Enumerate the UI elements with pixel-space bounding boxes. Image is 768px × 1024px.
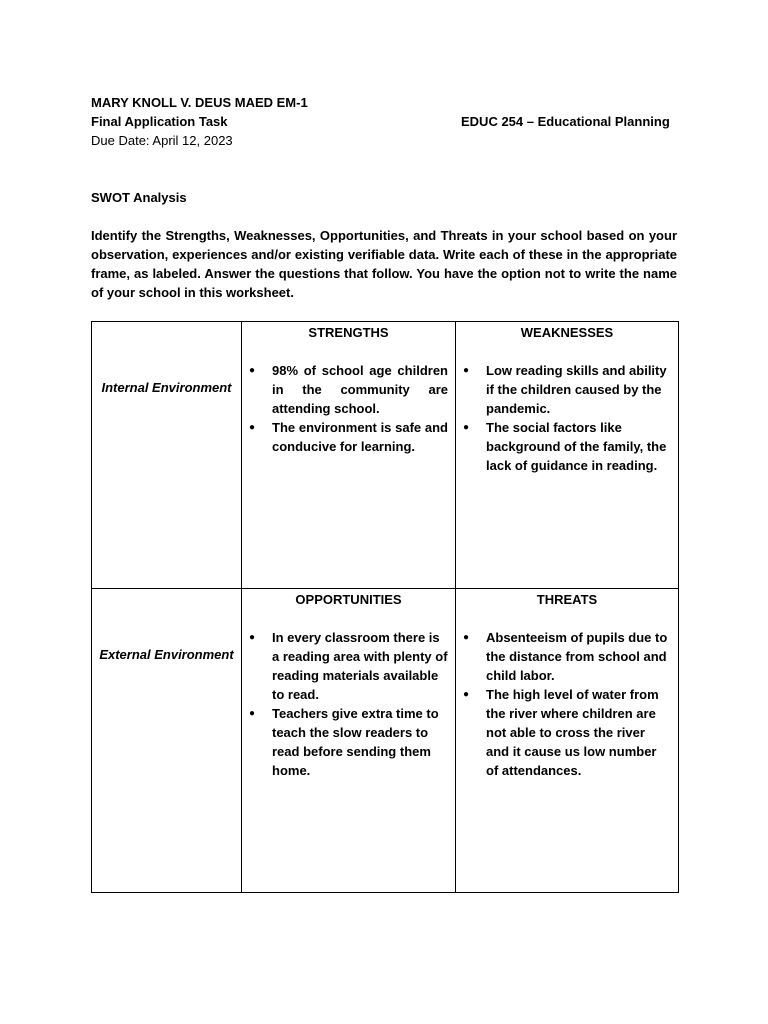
author-name: MARY KNOLL V. DEUS MAED EM-1	[91, 95, 308, 110]
bullet-icon: ●	[249, 708, 256, 719]
internal-environment-label: Internal Environment	[101, 380, 232, 395]
threats-heading: THREATS	[536, 592, 598, 607]
external-row	[92, 589, 679, 893]
threats-cell	[456, 589, 679, 893]
bullet-icon: ●	[249, 422, 256, 433]
bullet-icon: ●	[463, 422, 470, 433]
list-item: ● Absenteeism of pupils due to the distance from school and child labor.	[463, 630, 668, 683]
course-title: EDUC 254 – Educational Planning	[461, 114, 670, 129]
list-item: ● 98% of school age children in the community are attending school.	[249, 363, 448, 416]
opportunities-heading: OPPORTUNITIES	[295, 592, 402, 607]
external-label-cell	[92, 589, 242, 893]
internal-row	[92, 322, 679, 589]
due-date: Due Date: April 12, 2023	[91, 133, 233, 148]
list-item: ● Low reading skills and ability if the children caused by the pandemic.	[463, 363, 667, 416]
strengths-list	[242, 361, 455, 456]
bullet-icon: ●	[463, 365, 470, 376]
external-environment-label: External Environment	[99, 647, 234, 662]
list-item: ● The social factors like background of the family, the lack of guidance in reading.	[463, 420, 667, 473]
list-item: ● Teachers give extra time to teach the slow readers to read before sending them home.	[249, 706, 439, 778]
bullet-icon: ●	[463, 632, 470, 643]
strengths-cell	[242, 322, 456, 589]
list-item: ● In every classroom there is a reading area with plenty of reading materials available to read.	[249, 630, 448, 702]
bullet-icon: ●	[249, 632, 256, 643]
opportunities-list	[242, 628, 455, 780]
weaknesses-list	[456, 361, 678, 475]
instructions-paragraph: Identify the Strengths, Weaknesses, Opportunities, and Threats in your school based on your observation, experiences and/or existing verifiable data. Write each of these in the appropriate frame, as labeled. Answer the questions that follow. You have the option not to write the name of your school in this worksheet.	[91, 228, 677, 300]
weaknesses-cell	[456, 322, 679, 589]
bullet-icon: ●	[463, 689, 470, 700]
threats-list	[456, 628, 678, 780]
list-item: ● The environment is safe and conducive for learning.	[249, 420, 448, 454]
weaknesses-heading: WEAKNESSES	[520, 325, 614, 340]
opportunities-cell	[242, 589, 456, 893]
section-title: SWOT Analysis	[91, 190, 187, 205]
task-title: Final Application Task	[91, 114, 228, 129]
strengths-heading: STRENGTHS	[308, 325, 389, 340]
internal-label-cell	[92, 322, 242, 589]
bullet-icon: ●	[249, 365, 256, 376]
list-item: ● The high level of water from the river where children are not able to cross the river and it cause us low number of attendances.	[463, 687, 659, 778]
swot-table	[91, 321, 679, 893]
